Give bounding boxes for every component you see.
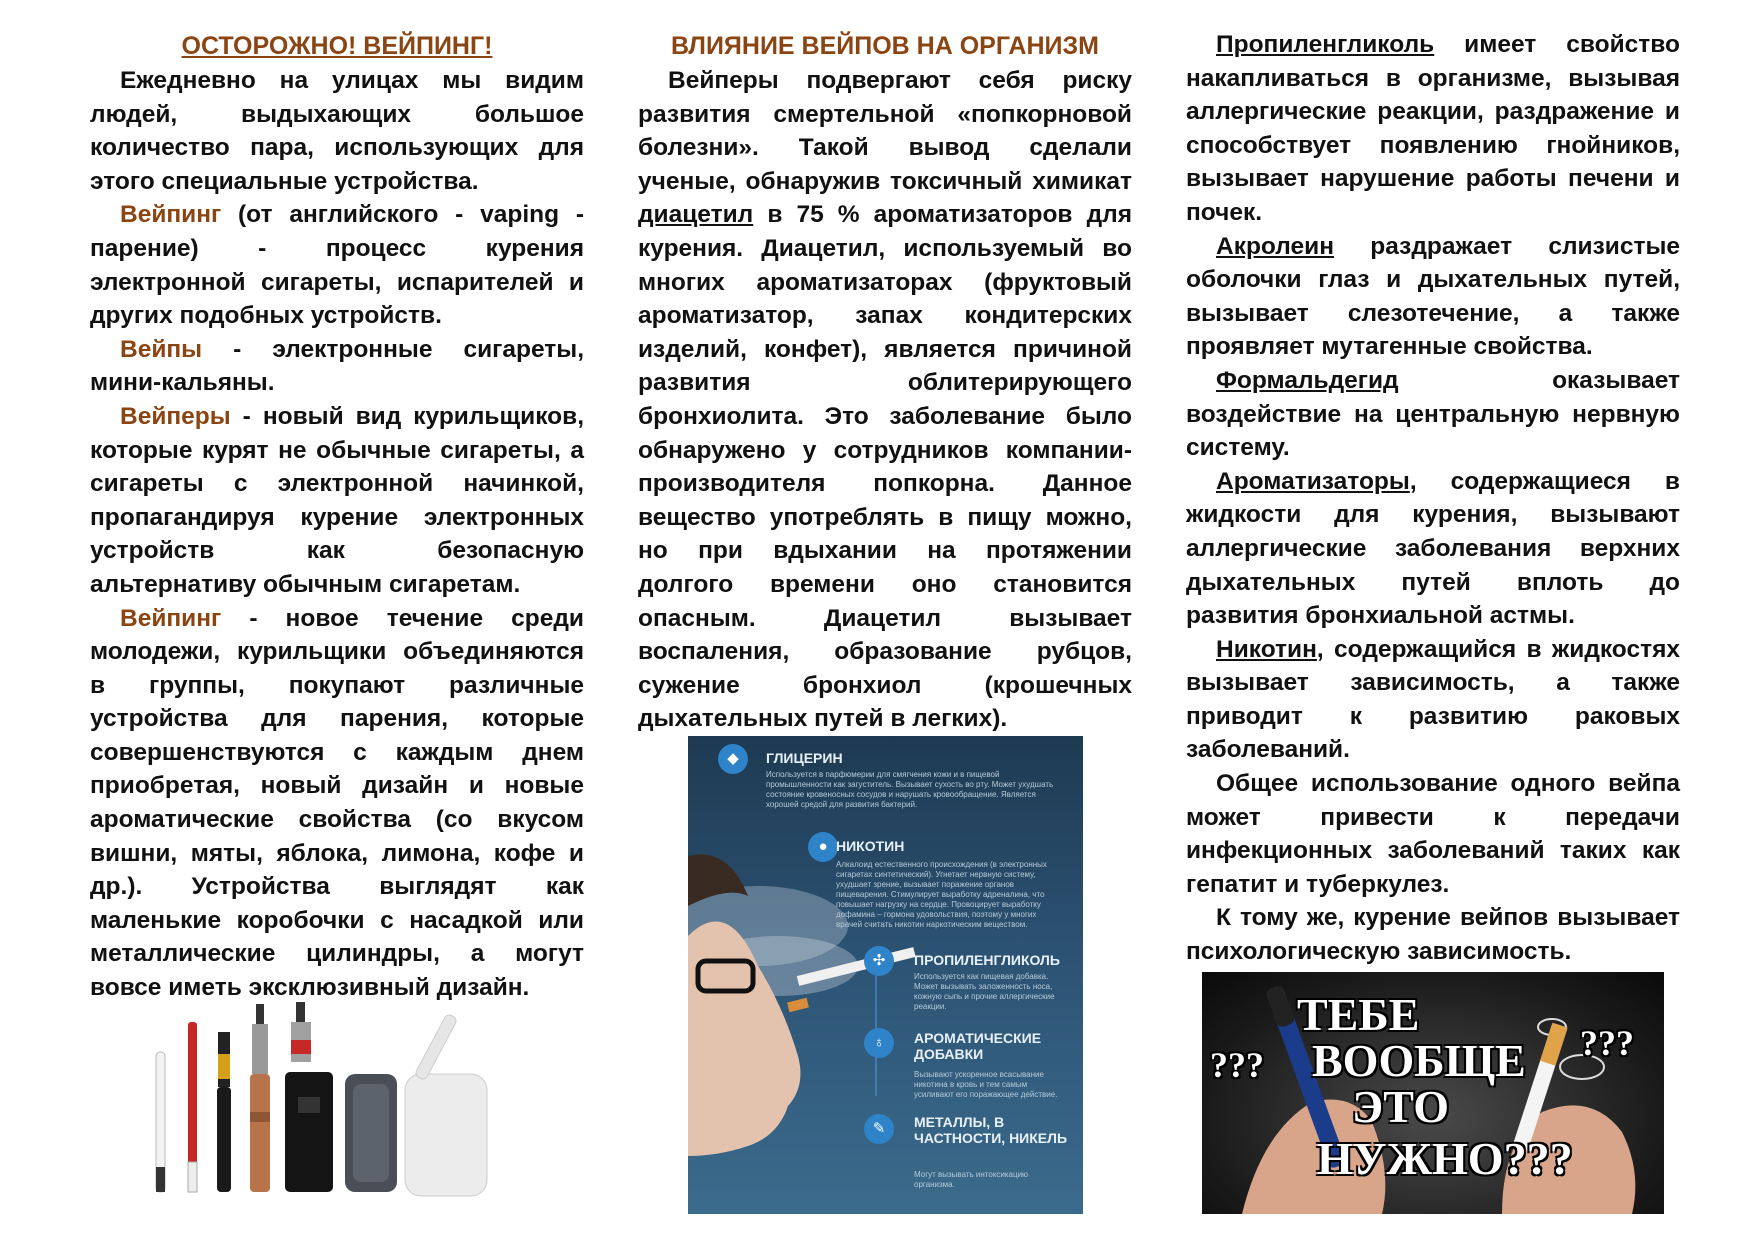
infographic-text-aromatic-additives: Вызывают ускоренное всасывание никотина в кровь и тем самым усиливают его поражающее действие.	[914, 1070, 1058, 1099]
poster-question-marks-right: ???	[1580, 1023, 1634, 1063]
term-acrolein: Акролеин	[1216, 232, 1335, 260]
infographic-title-nicotine: НИКОТИН	[836, 838, 905, 854]
paragraph-nicotine: Никотин, содержащийся в жидкостях вызывает зависимость, а также приводит к развитию раковых заболеваний.	[1186, 635, 1680, 764]
paragraph-shared-use: Общее использование одного вейпа может привести к передачи инфекционных заболеваний таких как гепатит и туберкулез.	[1186, 770, 1680, 898]
term-vapes: Вейпы	[120, 335, 203, 363]
infographic-text-metals: Могут вызывать интоксикацию организма.	[914, 1170, 1029, 1189]
paragraph-flavorings: Ароматизаторы, содержащиеся в жидкости для курения, вызывают аллергические заболевания верхних дыхательных путей вплоть до развития бронхиальной астмы.	[1186, 467, 1680, 630]
term-formaldehyde: Формальдегид	[1216, 366, 1399, 394]
heading-vape-effects: ВЛИЯНИЕ ВЕЙПОВ НА ОРГАНИЗМ	[670, 32, 1099, 60]
paragraph-acrolein: Акролеин раздражает слизистые оболочки глаз и дыхательных путей, вызывает слезотечение, а также проявляет мутагенные свойства.	[1186, 232, 1680, 361]
vape-ingredients-infographic	[688, 736, 1083, 1214]
infographic-title-propylene-glycol: ПРОПИЛЕНГЛИКОЛЬ	[914, 952, 1060, 968]
infographic-title-aromatic-additives: АРОМАТИЧЕСКИЕ ДОБАВКИ	[914, 1030, 1042, 1062]
paragraph-vaping-trend: Вейпинг - новое течение среди молодежи, курильщики объединяются в группы, покупают различные устройства для парения, которые совершенствуются с каждым днем приобретая, новый дизайн и новые ароматические свойства (со вкусом вишни, мяты, яблока, лимона, кофе и др.). Устройства выглядят как маленькие коробочки с насадкой или металлические цилиндры, а могут вовсе иметь эксклюзивный дизайн.	[90, 604, 584, 1002]
poster-line-1: ТЕБЕ	[1297, 989, 1420, 1040]
paragraph-propylene-glycol: Пропиленгликоль имеет свойство накапливаться в организме, вызывая аллергические реакции, раздражение и способствует появлению гнойников, вызывает нарушение работы печени и почек.	[1186, 31, 1680, 226]
do-you-need-this-poster	[1202, 972, 1664, 1214]
column-2	[638, 28, 1132, 736]
paragraph-intro: Ежедневно на улицах мы видим людей, выдыхающих большое количество пара, использующих для этого специальные устройства.	[90, 67, 584, 195]
metal-icon: ✎	[864, 1114, 894, 1144]
term-diacetyl: диацетил	[638, 201, 754, 229]
term-nicotine: Никотин	[1216, 635, 1317, 663]
vape-devices-illustration	[150, 1002, 540, 1202]
term-flavorings: Ароматизаторы	[1216, 467, 1410, 495]
infographic-text-propylene-glycol: Используется как пищевая добавка. Может вызывать заложенность носа, кожную сыпь и прочие аллергические реакции.	[914, 972, 1055, 1011]
paragraph-formaldehyde: Формальдегид оказывает воздействие на центральную нервную систему.	[1186, 366, 1680, 462]
nicotine-drop-icon: ●	[808, 832, 838, 862]
paragraph-popcorn-disease: Вейперы подвергают себя риску развития смертельной «попкорновой болезни». Такой вывод сделали ученые, обнаружив токсичный химикат диацетил в 75 % ароматизаторов для курения. Диацетил, используемый во многих ароматизаторах (фруктовый ароматизатор, запах кондитерских изделий, конфет), является причиной развития облитерирующего бронхиолита. Это заболевание было обнаружено у сотрудников компании-производителя попкорна. Данное вещество употреблять в пищу можно, но при вдыхании на протяжении долгого времени оно становится опасным. Диацетил вызывает воспаления, образование рубцов, сужение бронхиол (крошечных дыхательных путей в легких).	[638, 67, 1132, 733]
column-3	[1186, 28, 1680, 969]
infographic-text-nicotine: Алкалоид естественного происхождения (в электронных сигаретах синтетический). Угнетает нервную систему, ухудшает зрение, вызывает поражение органов пищеварения. Стимулирует выработку адреналина, что повышает нагрузку на сердце. Провоцирует выработку дофамина – гормона удовольствия, поэтому у многих врачей считать никотин наркотическим веществом.	[836, 860, 1047, 929]
flask-icon: ♁	[864, 1028, 894, 1058]
infographic-title-metals: МЕТАЛЛЫ, В ЧАСТНОСТИ, НИКЕЛЬ	[914, 1114, 1068, 1146]
term-vaping-2: Вейпинг	[120, 604, 222, 632]
heading-caution-vaping: ОСТОРОЖНО! ВЕЙПИНГ!	[181, 32, 493, 60]
column-1	[90, 28, 584, 1005]
molecule-icon: ✣	[864, 946, 894, 976]
term-propylene-glycol: Пропиленгликоль	[1216, 31, 1435, 58]
glycerin-icon: ◆	[718, 744, 748, 774]
poster-line-3: ЭТО	[1352, 1081, 1450, 1132]
paragraph-psychological-dependence: К тому же, курение вейпов вызывает психологическую зависимость.	[1186, 904, 1680, 966]
poster-question-marks-left: ???	[1210, 1045, 1264, 1085]
paragraph-vapers-definition: Вейперы - новый вид курильщиков, которые курят не обычные сигареты, а сигареты с электронной начинкой, пропагандируя курение электронных устройств как безопасную альтернативу обычным сигаретам.	[90, 402, 584, 598]
poster-line-4: НУЖНО???	[1317, 1133, 1573, 1184]
infographic-title-glycerin: ГЛИЦЕРИН	[766, 750, 843, 766]
term-vapers: Вейперы	[120, 402, 231, 430]
paragraph-vaping-definition: Вейпинг (от английского - vaping - парение) - процесс курения электронной сигареты, испарителей и других подобных устройств.	[90, 201, 584, 330]
infographic-text-glycerin: Используется в парфюмерии для смягчения кожи и в пищевой промышленности как загуститель. Вызывает сухость во рту. Может ухудшать состояние кровеносных сосудов и нарушать кровообращение. Является хорошей средой для развития бактерий.	[766, 770, 1054, 809]
paragraph-vapes-definition: Вейпы - электронные сигареты, мини-кальяны.	[90, 335, 584, 397]
term-vaping: Вейпинг	[120, 201, 222, 229]
vape-devices-image	[150, 1002, 540, 1202]
poster-line-2: ВООБЩЕ	[1312, 1035, 1526, 1086]
